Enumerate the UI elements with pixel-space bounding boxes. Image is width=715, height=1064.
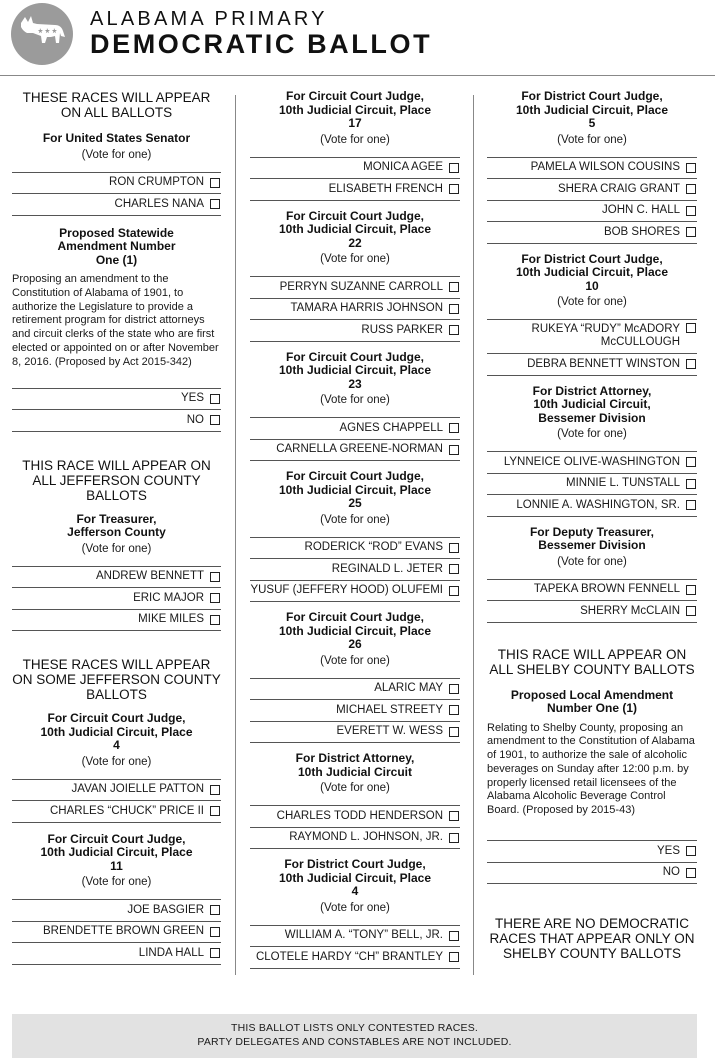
options-list <box>487 579 697 623</box>
vote-instruction: (Vote for one) <box>557 555 627 568</box>
header-divider <box>0 75 715 76</box>
race-title: For District Attorney, 10th Judicial Circuit <box>295 751 415 779</box>
candidate-option[interactable]: YUSUF (JEFFERY HOOD) OLUFEMI <box>250 580 460 602</box>
checkbox[interactable] <box>449 163 459 173</box>
footer-line: THIS BALLOT LISTS ONLY CONTESTED RACES. <box>230 1022 479 1034</box>
race-title: For Treasurer, Jefferson County <box>67 511 166 540</box>
race-title: For Circuit Court Judge, 10th Judicial Circuit, Place 23 <box>278 349 432 391</box>
vote-instruction: (Vote for one) <box>81 542 152 555</box>
no-option[interactable]: NO <box>487 862 697 884</box>
candidate-option[interactable]: CHARLES TODD HENDERSON <box>250 805 460 827</box>
candidate-option[interactable]: SHERA CRAIG GRANT <box>487 178 697 200</box>
race-deputy-treasurer <box>487 526 697 623</box>
checkbox[interactable] <box>449 952 459 962</box>
race-title: For Circuit Court Judge, 10th Judicial Circuit, Place 25 <box>278 469 432 510</box>
ballot-column-3 <box>487 90 697 961</box>
checkbox[interactable] <box>210 905 220 915</box>
race-circuit-place-4 <box>12 712 221 823</box>
vote-instruction: (Vote for one) <box>320 133 390 146</box>
candidate-option[interactable]: MONICA AGEE <box>250 157 460 179</box>
vote-instruction: (Vote for one) <box>320 782 390 794</box>
race-district-attorney <box>250 752 460 849</box>
candidate-option[interactable]: MIKE MILES <box>12 609 221 631</box>
candidate-option[interactable]: RAYMOND L. JOHNSON, JR. <box>250 827 460 849</box>
checkbox[interactable] <box>686 227 696 237</box>
vote-instruction: (Vote for one) <box>320 394 390 406</box>
checkbox[interactable] <box>210 199 220 209</box>
checkbox[interactable] <box>449 543 459 553</box>
candidate-option[interactable]: ELISABETH FRENCH <box>250 178 460 200</box>
race-circuit-place-25 <box>250 470 460 602</box>
candidate-option[interactable]: RON CRUMPTON <box>12 172 221 194</box>
options-list <box>250 537 460 603</box>
vote-instruction: (Vote for one) <box>320 654 390 667</box>
race-senator <box>12 132 221 216</box>
vote-instruction: (Vote for one) <box>320 901 390 914</box>
column-divider <box>473 95 474 975</box>
vote-instruction: (Vote for one) <box>557 296 627 308</box>
amendment-description: Proposing an amendment to the Constitution of Alabama of 1901, to authorize the Legislature to provide a retirement program for district attorneys and circuit clerks of the state who are first elected or appointed on or after November 8, 2016. (Proposed by Act 2015-342) <box>12 273 219 368</box>
race-title: For District Attorney, 10th Judicial Circuit, Bessemer Division <box>532 383 652 425</box>
candidate-option[interactable]: TAPEKA BROWN FENNELL <box>487 579 697 601</box>
race-statewide-amendment <box>12 227 221 432</box>
options-list <box>487 157 697 244</box>
ballot-party-title: DEMOCRATIC BALLOT <box>90 29 433 59</box>
section-heading: THERE ARE NO DEMOCRATIC RACES THAT APPEAR ONLY ON SHELBY COUNTY BALLOTS <box>489 916 695 962</box>
checkbox[interactable] <box>210 927 220 937</box>
candidate-option[interactable]: RODERICK “ROD” EVANS <box>250 537 460 559</box>
checkbox[interactable] <box>449 304 459 314</box>
candidate-option[interactable]: JOE BASGIER <box>12 899 221 921</box>
candidate-option[interactable]: REGINALD L. JETER <box>250 558 460 580</box>
options-list <box>250 805 460 849</box>
checkbox[interactable] <box>449 931 459 941</box>
candidate-option[interactable]: WILLIAM A. “TONY” BELL, JR. <box>250 925 460 947</box>
options-list <box>487 840 697 884</box>
candidate-option[interactable]: LONNIE A. WASHINGTON, SR. <box>487 494 697 516</box>
checkbox[interactable] <box>449 445 459 455</box>
race-circuit-place-23 <box>250 351 460 462</box>
race-title: For Deputy Treasurer, Bessemer Division <box>529 524 655 552</box>
checkbox[interactable] <box>686 206 696 216</box>
checkbox[interactable] <box>686 606 696 616</box>
donkey-logo-icon <box>11 3 73 65</box>
checkbox[interactable] <box>449 184 459 194</box>
checkbox[interactable] <box>686 359 696 369</box>
ballot-footer-note <box>12 1014 697 1058</box>
candidate-option[interactable]: JOHN C. HALL <box>487 200 697 222</box>
checkbox[interactable] <box>449 705 459 715</box>
options-list <box>250 157 460 201</box>
race-circuit-place-11 <box>12 833 221 965</box>
race-title: For United States Senator <box>42 131 191 145</box>
checkbox[interactable] <box>210 785 220 795</box>
footer-line: PARTY DELEGATES AND CONSTABLES ARE NOT INCLUDED. <box>197 1036 512 1048</box>
options-list <box>12 899 221 965</box>
race-district-attorney-bessemer <box>487 385 697 517</box>
candidate-option[interactable]: PERRYN SUZANNE CARROLL <box>250 276 460 298</box>
checkbox[interactable] <box>210 593 220 603</box>
checkbox[interactable] <box>449 586 459 596</box>
candidate-option[interactable]: PAMELA WILSON COUSINS <box>487 157 697 179</box>
section-heading: THESE RACES WILL APPEAR ON ALL BALLOTS <box>22 90 211 120</box>
vote-instruction: (Vote for one) <box>320 513 390 526</box>
section-heading: THESE RACES WILL APPEAR ON SOME JEFFERSON COUNTY BALLOTS <box>12 657 221 703</box>
checkbox[interactable] <box>449 684 459 694</box>
column-divider <box>235 95 236 975</box>
vote-instruction: (Vote for one) <box>557 428 627 440</box>
race-local-amendment <box>487 689 697 885</box>
no-option[interactable]: NO <box>12 409 221 431</box>
candidate-option[interactable]: ANDREW BENNETT <box>12 566 221 588</box>
options-list <box>12 172 221 216</box>
yes-option[interactable]: YES <box>12 388 221 410</box>
checkbox[interactable] <box>686 479 696 489</box>
candidate-option[interactable]: JAVAN JOIELLE PATTON <box>12 779 221 801</box>
race-title: For Circuit Court Judge, 10th Judicial Circuit, Place 11 <box>40 831 193 873</box>
race-title: For Circuit Court Judge, 10th Judicial Circuit, Place 22 <box>278 208 432 250</box>
candidate-option[interactable]: TAMARA HARRIS JOHNSON <box>250 298 460 320</box>
options-list <box>487 451 697 517</box>
race-circuit-place-26 <box>250 611 460 743</box>
candidate-option[interactable]: CLOTELE HARDY “CH” BRANTLEY <box>250 946 460 968</box>
checkbox[interactable] <box>686 846 696 856</box>
candidate-option[interactable]: CHARLES “CHUCK” PRICE II <box>12 800 221 822</box>
checkbox[interactable] <box>686 500 696 510</box>
checkbox[interactable] <box>210 572 220 582</box>
candidate-option[interactable]: MICHAEL STREETY <box>250 699 460 721</box>
checkbox[interactable] <box>449 325 459 335</box>
race-title: For Circuit Court Judge, 10th Judicial Circuit, Place 4 <box>40 711 193 753</box>
race-title: For Circuit Court Judge, 10th Judicial Circuit, Place 17 <box>278 89 432 130</box>
checkbox[interactable] <box>210 948 220 958</box>
checkbox[interactable] <box>686 184 696 194</box>
ballot-column-1 <box>12 90 221 965</box>
vote-instruction: (Vote for one) <box>81 148 152 161</box>
options-list <box>12 388 221 432</box>
race-title: For Circuit Court Judge, 10th Judicial Circuit, Place 26 <box>278 610 432 651</box>
vote-instruction: (Vote for one) <box>81 876 152 889</box>
candidate-option[interactable]: RUSS PARKER <box>250 319 460 341</box>
race-title: For District Court Judge, 10th Judicial Circuit, Place 10 <box>515 251 669 293</box>
checkbox[interactable] <box>449 564 459 574</box>
checkbox[interactable] <box>449 811 459 821</box>
vote-instruction: (Vote for one) <box>557 133 627 146</box>
candidate-option[interactable]: LINDA HALL <box>12 942 221 964</box>
vote-instruction: (Vote for one) <box>81 755 152 768</box>
race-title: Proposed Local Amendment Number One (1) <box>510 687 674 715</box>
section-heading: THIS RACE WILL APPEAR ON ALL JEFFERSON COUNTY BALLOTS <box>22 457 211 503</box>
options-list <box>12 779 221 823</box>
candidate-option[interactable]: SHERRY McCLAIN <box>487 600 697 622</box>
checkbox[interactable] <box>686 323 696 333</box>
options-list <box>250 417 460 461</box>
options-list <box>487 319 697 376</box>
candidate-option[interactable]: BRENDETTE BROWN GREEN <box>12 921 221 943</box>
checkbox[interactable] <box>210 178 220 188</box>
checkbox[interactable] <box>686 868 696 878</box>
candidate-option[interactable]: MINNIE L. TUNSTALL <box>487 473 697 495</box>
race-circuit-place-22 <box>250 210 460 342</box>
options-list <box>12 566 221 632</box>
checkbox[interactable] <box>686 585 696 595</box>
candidate-option[interactable]: LYNNEICE OLIVE-WASHINGTON <box>487 451 697 473</box>
candidate-option[interactable]: EVERETT W. WESS <box>250 721 460 743</box>
candidate-option[interactable]: CHARLES NANA <box>12 193 221 215</box>
candidate-option[interactable]: RUKEYA “RUDY” McADORY McCULLOUGH <box>487 319 697 353</box>
checkbox[interactable] <box>449 727 459 737</box>
vote-instruction: (Vote for one) <box>320 253 390 265</box>
candidate-option[interactable]: BOB SHORES <box>487 221 697 243</box>
options-list <box>250 678 460 744</box>
checkbox[interactable] <box>210 806 220 816</box>
race-district-court-place-10 <box>487 253 697 376</box>
candidate-option[interactable]: ERIC MAJOR <box>12 587 221 609</box>
race-title: Proposed Statewide Amendment Number One (1) <box>57 225 176 267</box>
race-circuit-place-17 <box>250 90 460 201</box>
ballot-header <box>0 0 715 70</box>
candidate-option[interactable]: ALARIC MAY <box>250 678 460 700</box>
yes-option[interactable]: YES <box>487 840 697 862</box>
candidate-option[interactable]: DEBRA BENNETT WINSTON <box>487 353 697 375</box>
checkbox[interactable] <box>449 833 459 843</box>
race-treasurer <box>12 513 221 632</box>
ballot-state-title: ALABAMA PRIMARY <box>90 8 328 30</box>
checkbox[interactable] <box>210 615 220 625</box>
race-district-court-place-5 <box>487 90 697 244</box>
options-list <box>250 925 460 969</box>
amendment-description: Relating to Shelby County, proposing an amendment to the Constitution of Alabama of 1901, to authorize the sale of alcoholic beverages on Sunday after 12:00 p.m. by properly licensed retail licensees of the Alabama Alcoholic Beverage Control Board. (Proposed by 2015-43) <box>487 721 695 817</box>
checkbox[interactable] <box>210 394 220 404</box>
checkbox[interactable] <box>686 457 696 467</box>
ballot-column-2 <box>250 90 460 969</box>
race-district-court-place-4 <box>250 858 460 969</box>
checkbox[interactable] <box>210 415 220 425</box>
race-title: For District Court Judge, 10th Judicial Circuit, Place 4 <box>278 857 432 898</box>
section-heading: THIS RACE WILL APPEAR ON ALL SHELBY COUNTY BALLOTS <box>489 646 695 677</box>
checkbox[interactable] <box>686 163 696 173</box>
race-title: For District Court Judge, 10th Judicial Circuit, Place 5 <box>515 89 669 130</box>
candidate-option[interactable]: AGNES CHAPPELL <box>250 417 460 439</box>
checkbox[interactable] <box>449 282 459 292</box>
candidate-option[interactable]: CARNELLA GREENE-NORMAN <box>250 439 460 461</box>
checkbox[interactable] <box>449 423 459 433</box>
options-list <box>250 276 460 342</box>
